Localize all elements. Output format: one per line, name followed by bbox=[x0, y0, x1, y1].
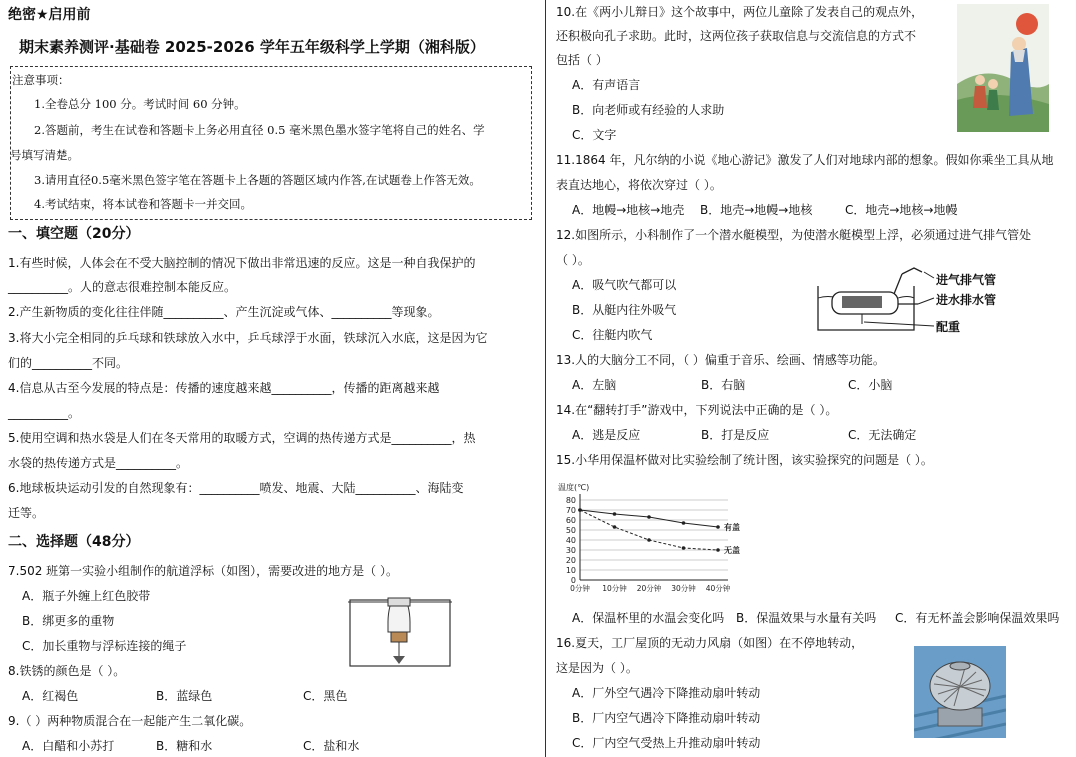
data-point bbox=[647, 515, 651, 519]
question-line: 这是因为（ ）。 bbox=[556, 661, 638, 675]
option: B．厂内空气遇冷下降推动扇叶转动 bbox=[572, 711, 761, 725]
label-water-tube: 进水排水管 bbox=[936, 293, 997, 307]
notice-item: 4.考试结束，将本试卷和答题卡一并交回。 bbox=[34, 197, 252, 211]
question-line: 还积极向孔子求助。此时，这两位孩子获取信息与交流信息的方式不 bbox=[556, 29, 917, 43]
label-air-tube: 进气排气管 bbox=[936, 273, 997, 287]
option: A．左脑 bbox=[572, 378, 617, 392]
question-line: （ ）。 bbox=[556, 253, 590, 267]
question-line: 1.有些时候，人体会在不受大脑控制的情况下做出非常迅速的反应。这是一种自我保护的 bbox=[8, 256, 476, 270]
y-axis-label: 温度(℃) bbox=[558, 483, 590, 492]
option: B．蓝绿色 bbox=[156, 689, 213, 703]
option: C．有无杯盖会影响保温效果吗 bbox=[895, 611, 1060, 625]
option: C．往艇内吹气 bbox=[572, 328, 653, 342]
option: B．打是反应 bbox=[701, 428, 770, 442]
option: B．右脑 bbox=[701, 378, 746, 392]
option: A．保温杯里的水温会变化吗 bbox=[572, 611, 725, 625]
notice-item: 号填写清楚。 bbox=[10, 148, 79, 162]
question-line: 16.夏天，工厂屋顶的无动力风扇（如图）在不停地转动， bbox=[556, 636, 864, 650]
x-tick-label: 0分钟 bbox=[570, 584, 590, 593]
buoy-figure bbox=[348, 594, 456, 668]
option: A．白醋和小苏打 bbox=[22, 739, 115, 753]
page-divider bbox=[545, 0, 546, 757]
x-tick-label: 20分钟 bbox=[636, 584, 662, 593]
option: B．绑更多的重物 bbox=[22, 614, 115, 628]
question-line: 2.产生新物质的变化往往伴随__________、产生沉淀或气体、__________等现象。 bbox=[8, 305, 440, 319]
question-stem: 7.502 班第一实验小组制作的航道浮标（如图），需要改进的地方是（ ）。 bbox=[8, 564, 398, 578]
option: A．红褐色 bbox=[22, 689, 79, 703]
section-title: 一、填空题（20分） bbox=[8, 226, 140, 242]
data-point bbox=[647, 538, 651, 542]
question-stem: 15.小华用保温杯做对比实验绘制了统计图，该实验探究的问题是（ ）。 bbox=[556, 453, 933, 467]
question-line: 5.使用空调和热水袋是人们在冬天常用的取暖方式，空调的热传递方式是__________，热 bbox=[8, 431, 476, 445]
question-line: 表直达地心，将依次穿过（ ）。 bbox=[556, 178, 722, 192]
x-tick-label: 40分钟 bbox=[705, 584, 731, 593]
option: A．逃是反应 bbox=[572, 428, 641, 442]
option: B．地壳→地幔→地核 bbox=[700, 203, 813, 217]
option: B．保温效果与水量有关吗 bbox=[736, 611, 877, 625]
y-tick-label: 80 bbox=[565, 496, 576, 505]
option: A．有声语言 bbox=[572, 78, 641, 92]
option: A．地幔→地核→地壳 bbox=[572, 203, 685, 217]
question-stem: 14.在“翻转打手”游戏中，下列说法中正确的是（ ）。 bbox=[556, 403, 838, 417]
temperature-chart bbox=[556, 480, 756, 600]
question-line: 11.1864 年，凡尔纳的小说《地心游记》激发了人们对地球内部的想象。假如你乘坐工具从地 bbox=[556, 153, 1054, 167]
y-tick-label: 30 bbox=[565, 546, 576, 555]
option: B．糖和水 bbox=[156, 739, 213, 753]
y-tick-label: 0 bbox=[570, 576, 576, 585]
question-line: 6.地球板块运动引发的自然现象有：__________喷发、地震、大陆__________、海陆变 bbox=[8, 481, 464, 495]
notice-item: 1.全卷总分 100 分。考试时间 60 分钟。 bbox=[34, 97, 246, 111]
question-line: __________。人的意志很难控制本能反应。 bbox=[8, 280, 237, 294]
option: C．文字 bbox=[572, 128, 617, 142]
option: A．厂外空气遇冷下降推动扇叶转动 bbox=[572, 686, 761, 700]
x-tick-label: 30分钟 bbox=[671, 584, 696, 593]
question-line: 12.如图所示，小科制作了一个潜水艇模型，为使潜水艇模型上浮，必须通过进气排气管处 bbox=[556, 228, 1032, 242]
exam-title: 期末素养测评·基础卷 2025-2026 学年五年级科学上学期（湘科版） bbox=[19, 38, 485, 56]
question-line: 3.将大小完全相同的乒乓球和铁球放入水中，乒乓球浮于水面，铁球沉入水底，这是因为它 bbox=[8, 331, 488, 345]
y-tick-label: 70 bbox=[565, 506, 576, 515]
notice-heading: 注意事项： bbox=[12, 73, 70, 87]
question-line: 10.在《两小儿辩日》这个故事中，两位儿童除了发表自己的观点外， bbox=[556, 5, 924, 19]
y-tick-label: 50 bbox=[565, 526, 576, 535]
data-point bbox=[613, 525, 617, 529]
y-tick-label: 10 bbox=[565, 566, 576, 575]
data-point bbox=[682, 546, 686, 550]
data-point bbox=[716, 548, 720, 552]
option: B．向老师或有经验的人求助 bbox=[572, 103, 725, 117]
question-stem: 9.（ ）两种物质混合在一起能产生二氧化碳。 bbox=[8, 714, 252, 728]
option: C．小脑 bbox=[848, 378, 893, 392]
y-tick-label: 60 bbox=[565, 516, 576, 525]
option: B．从艇内往外吸气 bbox=[572, 303, 677, 317]
question-stem: 8.铁锈的颜色是（ ）。 bbox=[8, 664, 126, 678]
label-weight: 配重 bbox=[936, 320, 961, 334]
series-label: 无盖 bbox=[724, 546, 740, 555]
option: C．地壳→地核→地幔 bbox=[845, 203, 958, 217]
option: C．盐和水 bbox=[303, 739, 360, 753]
option: C．黑色 bbox=[303, 689, 348, 703]
question-line: 4.信息从古至今发展的特点是：传播的速度越来越__________，传播的距离越来越 bbox=[8, 381, 440, 395]
confidential-label: 绝密★启用前 bbox=[8, 7, 91, 23]
data-point bbox=[716, 525, 720, 529]
data-point bbox=[578, 508, 582, 512]
section-title: 二、选择题（48分） bbox=[8, 534, 140, 550]
question-line: 水袋的热传递方式是__________。 bbox=[8, 456, 189, 470]
notice-item: 3.请用直径0.5毫米黑色签字笔在答题卡上各题的答题区域内作答,在试题卷上作答无效。 bbox=[34, 173, 481, 187]
confucius-illustration bbox=[957, 4, 1049, 132]
x-tick-label: 10分钟 bbox=[602, 584, 627, 593]
option: C．加长重物与浮标连接的绳子 bbox=[22, 639, 187, 653]
option: A．吸气吹气都可以 bbox=[572, 278, 677, 292]
question-line: __________。 bbox=[8, 406, 81, 420]
question-line: 迁等。 bbox=[8, 506, 45, 520]
option: C．无法确定 bbox=[848, 428, 917, 442]
data-point bbox=[682, 521, 686, 525]
question-line: 们的__________不同。 bbox=[8, 356, 129, 370]
option: A．瓶子外缠上红色胶带 bbox=[22, 589, 151, 603]
question-stem: 13.人的大脑分工不同，（ ）偏重于音乐、绘画、情感等功能。 bbox=[556, 353, 885, 367]
option: C．厂内空气受热上升推动扇叶转动 bbox=[572, 736, 761, 750]
roof-ventilator-photo bbox=[914, 646, 1006, 738]
series-label: 有盖 bbox=[724, 523, 740, 532]
y-tick-label: 40 bbox=[565, 536, 576, 545]
notice-item: 2.答题前，考生在试卷和答题卡上务必用直径 0.5 毫米黑色墨水签字笔将自己的姓名、学 bbox=[34, 123, 485, 137]
data-point bbox=[613, 512, 617, 516]
y-tick-label: 20 bbox=[565, 556, 576, 565]
question-line: 包括（ ） bbox=[556, 53, 608, 67]
